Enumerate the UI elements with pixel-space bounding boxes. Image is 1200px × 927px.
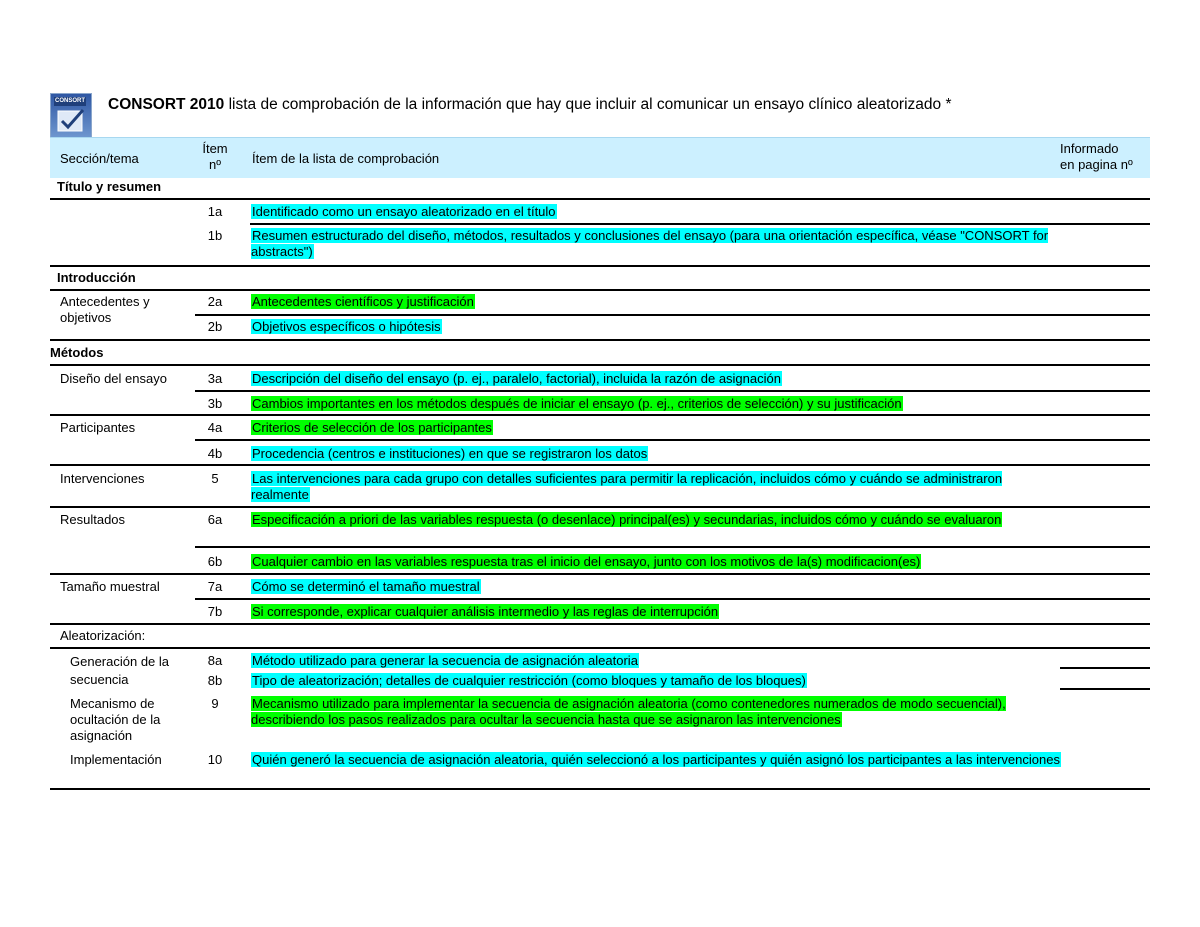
divider [50,647,1150,649]
title-bold: CONSORT 2010 [108,96,225,113]
item-num-2b: 2b [207,319,223,334]
divider [50,623,1150,625]
item-text-5: Las intervenciones para cada grupo con detalles suficientes para permitir la replicación, incluidos cómo y cuándo se administraron realmente [251,471,1003,502]
divider [50,198,1150,200]
divider [50,265,1150,267]
item-num-5: 5 [211,471,219,486]
item-text-1a: Identificado como un ensayo aleatorizado en el título [252,204,556,219]
item-text-8a: Método utilizado para generar la secuencia de asignación aleatoria [252,653,638,668]
item-text-7a: Cómo se determinó el tamaño muestral [252,579,480,594]
topic-aleatorizacion: Aleatorización: [60,628,146,643]
logo-text: CONSORT [55,98,85,104]
divider [1060,688,1150,690]
item-text-3b: Cambios importantes en los métodos después de iniciar el ensayo (p. ej., criterios de selección) y su justificación [252,396,902,411]
item-num-3b: 3b [207,396,223,411]
divider [195,314,1150,316]
col-section: Sección/tema [60,151,139,166]
item-text-6b: Cualquier cambio en las variables respuesta tras el inicio del ensayo, junto con los motivos de la(s) modificacion(es) [252,554,921,569]
topic-resultados: Resultados [60,512,126,527]
item-text-8b: Tipo de aleatorización; detalles de cualquier restricción (como bloques y tamaño de los bloques) [252,673,806,688]
section-metodos: Métodos [50,345,104,360]
divider [50,414,1150,416]
divider [195,439,1150,441]
section-introduccion: Introducción [57,270,136,285]
col-reported-2: en pagina nº [1060,157,1133,172]
col-item-1: Ítem [202,141,228,156]
section-titulo: Título y resumen [57,179,162,194]
item-num-2a: 2a [207,294,223,309]
item-text-2b: Objetivos específicos o hipótesis [252,319,441,334]
item-text-7b: Si corresponde, explicar cualquier análisis intermedio y las reglas de interrupción [252,604,719,619]
item-num-8a: 8a [207,653,223,668]
topic-generacion: Generación de la secuencia [70,654,170,687]
item-num-6b: 6b [207,554,223,569]
item-num-4b: 4b [207,446,223,461]
title-rest: lista de comprobación de la información que hay que incluir al comunicar un ensayo clínico aleatorizado * [224,96,952,113]
item-num-6a: 6a [207,512,223,527]
col-item-2: nº [209,157,221,172]
page-title [108,96,952,114]
topic-diseno: Diseño del ensayo [60,371,167,386]
item-num-4a: 4a [207,420,223,435]
item-num-3a: 3a [207,371,223,386]
divider [50,788,1150,790]
divider [50,364,1150,366]
topic-tamano: Tamaño muestral [60,579,160,594]
checkmark-icon [57,108,85,134]
topic-participantes: Participantes [60,420,136,435]
item-num-1b: 1b [207,228,223,243]
item-text-9: Mecanismo utilizado para implementar la secuencia de asignación aleatoria (como contenedores numerados de modo secuencial), describiendo los pasos realizados para ocultar la secuencia hasta que se asignaron las intervenciones [251,696,1006,727]
divider [50,339,1150,341]
divider [250,223,1150,225]
divider [50,573,1150,575]
divider [50,506,1150,508]
divider [195,598,1150,600]
item-num-8b: 8b [207,673,223,688]
col-checklist: Ítem de la lista de comprobación [252,151,440,166]
item-text-4a: Criterios de selección de los participantes [252,420,492,435]
divider [195,390,1150,392]
divider [50,289,1150,291]
col-reported-1: Informado [1060,141,1119,156]
item-num-10: 10 [207,752,223,767]
item-num-7a: 7a [207,579,223,594]
divider [50,464,1150,466]
divider [1060,667,1150,669]
item-text-4b: Procedencia (centros e instituciones) en que se registraron los datos [252,446,648,461]
topic-implementacion: Implementación [70,752,162,767]
topic-intervenciones: Intervenciones [60,471,145,486]
item-num-9: 9 [211,696,219,711]
table-header [50,137,1150,178]
consort-logo [50,93,92,139]
item-text-1b: Resumen estructurado del diseño, métodos, resultados y conclusiones del ensayo (para una orientación específica, véase "CONSORT for abstracts") [251,228,1049,259]
item-text-6a: Especificación a priori de las variables respuesta (o desenlace) principal(es) y secundarias, incluidos cómo y cuándo se evaluaron [252,512,1002,527]
item-num-7b: 7b [207,604,223,619]
item-num-1a: 1a [207,204,223,219]
item-text-10: Quién generó la secuencia de asignación aleatoria, quién seleccionó a los participantes y quién asignó los participantes a las intervenciones [252,752,1060,767]
topic-antecedentes: Antecedentes y objetivos [60,294,150,325]
item-text-2a: Antecedentes científicos y justificación [252,294,474,309]
topic-mecanismo: Mecanismo de ocultación de la asignación [70,696,161,743]
item-text-3a: Descripción del diseño del ensayo (p. ej., paralelo, factorial), incluida la razón de asignación [252,371,781,386]
divider [195,546,1150,548]
